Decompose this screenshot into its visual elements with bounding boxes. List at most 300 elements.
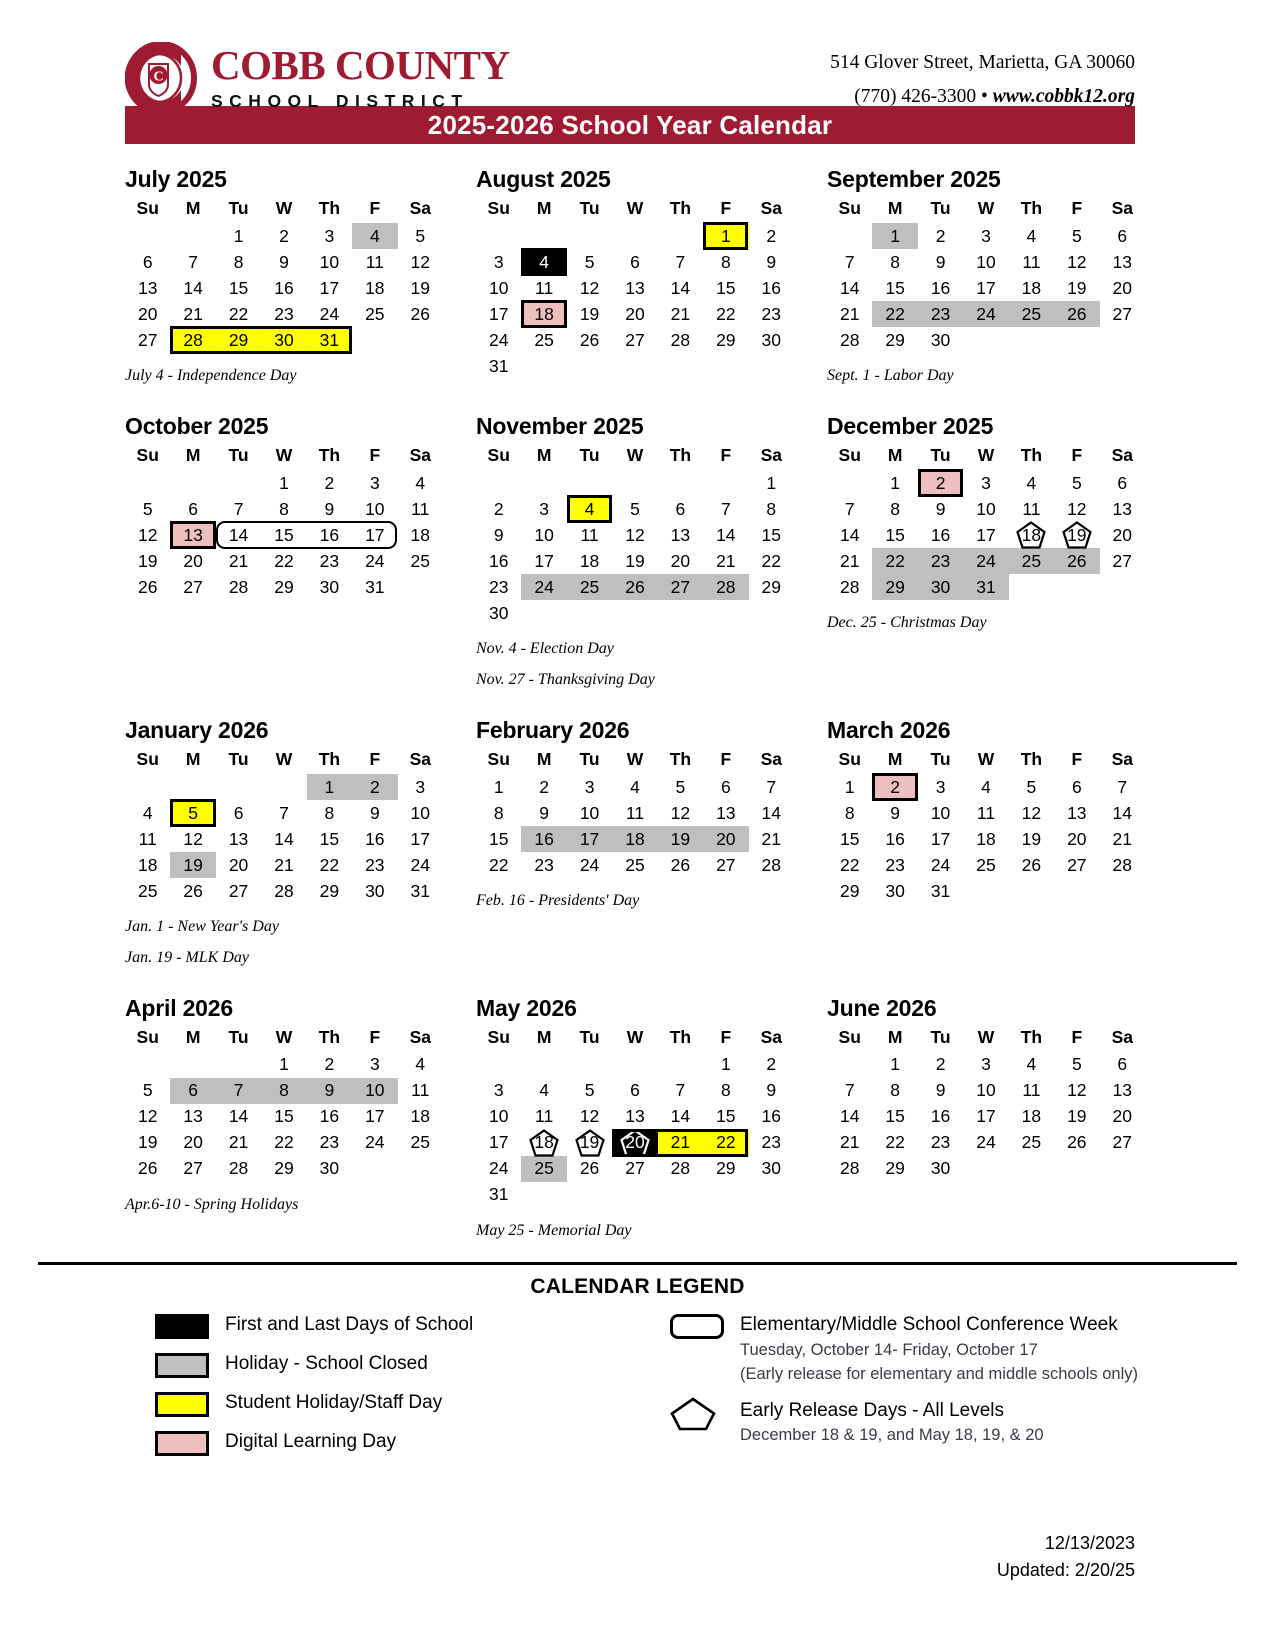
day-cell-empty [125, 470, 170, 496]
day-number: 10 [365, 498, 385, 519]
day-cell [398, 223, 443, 249]
day-cell-empty [703, 470, 748, 496]
weekday-header-tu: Tu [930, 1026, 951, 1047]
day-number: 28 [1112, 854, 1132, 875]
day-number: 12 [410, 251, 430, 272]
day-number: 18 [137, 854, 158, 875]
weekday-header-tu: Tu [228, 749, 249, 770]
month-notes [125, 912, 448, 973]
day-number: 5 [675, 776, 686, 797]
day-number: 7 [844, 498, 855, 519]
week-row [827, 774, 1145, 800]
day-cell [872, 522, 917, 548]
weekday-header-m: M [185, 198, 201, 218]
weekday-header-row [476, 197, 794, 223]
day-number: 10 [534, 524, 554, 545]
day-number: 21 [761, 828, 781, 849]
day-number: 5 [630, 498, 640, 519]
week-row [827, 301, 1145, 327]
day-number: 30 [761, 329, 781, 350]
week-row [125, 548, 443, 574]
month-title: May 2026 [476, 994, 577, 1021]
day-cell [216, 1078, 261, 1104]
day-cell [261, 852, 306, 878]
day-cell [963, 574, 1008, 600]
weekday-header-tu: Tu [228, 445, 249, 466]
weekday-header-su: Su [136, 445, 159, 466]
day-number: 28 [670, 1158, 691, 1179]
day-number: 27 [1112, 1132, 1132, 1153]
day-number: 15 [488, 828, 509, 849]
day-cell [125, 1130, 170, 1156]
day-number: 11 [1022, 251, 1041, 272]
weekday-header-tu: Tu [579, 1026, 600, 1047]
day-cell [352, 496, 397, 522]
day-cell [261, 496, 306, 522]
day-cell [1100, 275, 1145, 301]
day-cell [170, 522, 215, 548]
day-cell [307, 249, 352, 275]
day-number: 25 [410, 1132, 430, 1153]
weekday-header-th: Th [1020, 749, 1043, 770]
day-number: 3 [981, 225, 991, 246]
day-cell [170, 1078, 215, 1104]
day-cell [216, 548, 261, 574]
day-number: 26 [1021, 854, 1042, 875]
month-title: February 2026 [476, 717, 630, 744]
day-cell-empty [567, 223, 612, 249]
day-cell [1054, 852, 1099, 878]
day-number: 9 [324, 498, 335, 519]
day-number: 18 [579, 550, 600, 571]
day-number: 10 [488, 277, 509, 298]
day-number: 2 [766, 1054, 777, 1075]
day-number: 24 [410, 854, 430, 875]
day-number: 30 [319, 1158, 340, 1179]
day-cell [612, 852, 657, 878]
day-number: 15 [885, 277, 905, 298]
day-number: 20 [228, 854, 249, 875]
day-cell [307, 852, 352, 878]
weekday-header-tu: Tu [930, 198, 951, 218]
day-cell [476, 800, 521, 826]
month-notes [476, 634, 799, 695]
day-cell [612, 1130, 657, 1156]
day-cell [612, 548, 657, 574]
day-cell [216, 800, 261, 826]
day-number: 17 [365, 1106, 385, 1127]
weekday-header-m: M [536, 445, 552, 466]
day-number: 16 [930, 524, 951, 545]
day-number: 7 [844, 251, 855, 272]
month-block [125, 391, 448, 695]
day-cell [749, 1052, 794, 1078]
day-number: 19 [137, 550, 158, 571]
day-cell [749, 574, 794, 600]
day-cell [170, 574, 215, 600]
day-cell [1009, 301, 1054, 327]
day-cell-empty [521, 1182, 566, 1208]
day-cell [963, 223, 1008, 249]
day-number: 30 [885, 880, 905, 901]
month-title: March 2026 [827, 717, 951, 744]
day-number: 21 [228, 550, 249, 571]
weekday-header-th: Th [669, 1026, 692, 1047]
weekday-header-w: W [977, 749, 995, 770]
weekday-header-w: W [275, 1026, 293, 1047]
day-number: 5 [415, 225, 426, 246]
day-cell [216, 1156, 261, 1182]
website-link[interactable]: www.cobbk12.org [992, 86, 1135, 108]
day-number: 9 [766, 1080, 777, 1101]
weekday-header-w: W [977, 445, 995, 466]
day-cell [352, 1078, 397, 1104]
day-number: 16 [930, 1106, 951, 1127]
day-cell [658, 852, 703, 878]
day-number: 21 [183, 303, 203, 324]
day-cell [125, 548, 170, 574]
day-cell [749, 1078, 794, 1104]
day-number: 23 [534, 854, 554, 875]
weekday-header-f: F [1071, 1026, 1083, 1047]
weekday-header-f: F [369, 445, 381, 466]
day-number: 22 [319, 854, 340, 875]
month-note: Nov. 27 - Thanksgiving Day [476, 670, 655, 688]
day-cell-empty [1054, 1156, 1099, 1182]
day-number: 22 [885, 550, 905, 571]
week-row [827, 878, 1145, 904]
day-cell-empty [398, 574, 443, 600]
day-number: 1 [279, 1054, 289, 1075]
day-number: 24 [579, 854, 600, 875]
day-cell-empty [521, 1052, 566, 1078]
week-row [827, 223, 1145, 249]
month-notes [125, 361, 448, 391]
weekday-header-th: Th [669, 198, 692, 218]
day-number: 17 [976, 524, 996, 545]
day-cell [1100, 496, 1145, 522]
day-cell-empty [749, 1182, 794, 1208]
day-number: 17 [579, 828, 600, 849]
day-number: 9 [935, 498, 946, 519]
day-number: 15 [885, 524, 905, 545]
day-number: 4 [539, 1080, 549, 1101]
day-number: 14 [670, 1106, 691, 1127]
day-number: 5 [584, 251, 595, 272]
day-cell [352, 223, 397, 249]
month-block [827, 973, 1150, 1246]
week-row [125, 1052, 443, 1078]
day-number: 8 [233, 251, 244, 272]
day-number: 11 [1022, 498, 1041, 519]
day-number: 19 [410, 277, 430, 298]
day-cell [749, 249, 794, 275]
day-cell-empty [476, 223, 521, 249]
day-number: 23 [319, 1132, 340, 1153]
day-cell [1054, 1130, 1099, 1156]
day-number: 25 [137, 880, 158, 901]
weekday-header-m: M [887, 198, 903, 218]
day-number: 4 [1026, 1054, 1037, 1075]
weekday-header-su: Su [487, 749, 510, 770]
weekday-header-f: F [720, 445, 732, 466]
weekday-header-th: Th [318, 198, 341, 218]
day-number: 21 [1112, 828, 1132, 849]
day-number: 5 [584, 1080, 595, 1101]
day-cell [352, 522, 397, 548]
day-cell-empty [749, 600, 794, 626]
weekday-header-su: Su [838, 749, 861, 770]
day-cell [872, 548, 917, 574]
day-cell [749, 223, 794, 249]
week-row [827, 1052, 1145, 1078]
day-number: 14 [183, 277, 203, 298]
day-number: 20 [716, 828, 736, 849]
day-number: 2 [935, 1054, 946, 1075]
day-cell [612, 774, 657, 800]
day-cell [307, 223, 352, 249]
day-number: 23 [930, 550, 951, 571]
week-row [476, 1104, 794, 1130]
legend-label: Elementary/Middle School Conference Week [740, 1314, 1118, 1336]
day-number: 22 [885, 303, 905, 324]
day-cell [703, 223, 748, 249]
bullet-separator: • [981, 86, 988, 108]
day-number: 2 [890, 776, 900, 797]
day-cell [125, 852, 170, 878]
day-number: 26 [410, 303, 430, 324]
day-cell [1054, 470, 1099, 496]
day-number: 25 [410, 550, 430, 571]
month-table-wrapper [125, 444, 448, 600]
day-number: 9 [766, 251, 777, 272]
day-cell [125, 496, 170, 522]
week-row [827, 826, 1145, 852]
day-cell-empty [352, 327, 397, 353]
day-cell-empty [749, 353, 794, 379]
day-number: 29 [885, 1158, 905, 1179]
day-number: 4 [415, 472, 426, 493]
day-number: 29 [716, 329, 736, 350]
weekday-header-m: M [185, 445, 201, 466]
day-cell [398, 878, 443, 904]
day-number: 20 [183, 550, 203, 571]
day-cell [125, 800, 170, 826]
page-title: 2025-2026 School Year Calendar [427, 109, 833, 140]
month-block [125, 695, 448, 973]
day-number: 19 [1067, 1106, 1087, 1127]
weekday-header-row [476, 444, 794, 470]
week-row [125, 470, 443, 496]
day-cell-empty [1100, 1156, 1145, 1182]
day-number: 23 [930, 1132, 951, 1153]
day-cell-empty [1054, 327, 1099, 353]
day-cell [521, 852, 566, 878]
day-cell [1009, 1052, 1054, 1078]
day-cell [476, 301, 521, 327]
week-row [827, 470, 1145, 496]
day-number: 12 [579, 277, 600, 298]
day-cell-empty [521, 600, 566, 626]
day-number: 6 [233, 802, 244, 823]
day-number: 2 [324, 1054, 335, 1075]
day-cell [918, 275, 963, 301]
day-number: 29 [228, 329, 249, 350]
day-number: 20 [1112, 524, 1132, 545]
day-number: 24 [976, 1132, 996, 1153]
day-cell [703, 1130, 748, 1156]
day-cell [1100, 1078, 1145, 1104]
weekday-header-su: Su [487, 445, 510, 466]
day-cell-empty [1009, 574, 1054, 600]
day-cell [307, 800, 352, 826]
day-cell [1009, 800, 1054, 826]
legend-item [155, 1391, 645, 1417]
day-cell-empty [521, 223, 566, 249]
legend-heading: CALENDAR LEGEND [530, 1275, 745, 1299]
day-number: 10 [365, 1080, 385, 1101]
day-number: 27 [183, 1158, 203, 1179]
weekday-header-w: W [977, 198, 995, 218]
day-number: 25 [1021, 1132, 1042, 1153]
month-table [476, 197, 794, 379]
legend-swatch-gray [155, 1353, 209, 1378]
day-number: 8 [890, 1080, 900, 1101]
day-cell [567, 800, 612, 826]
day-cell [216, 878, 261, 904]
day-cell [261, 223, 306, 249]
day-cell [612, 275, 657, 301]
week-row [125, 522, 443, 548]
day-cell [567, 1130, 612, 1156]
day-number: 11 [976, 802, 996, 823]
legend-label: Early Release Days - All Levels [740, 1399, 1004, 1421]
day-number: 28 [839, 1158, 860, 1179]
day-number: 17 [534, 550, 554, 571]
weekday-header-m: M [185, 1026, 201, 1047]
day-cell [521, 301, 566, 327]
day-cell [963, 522, 1008, 548]
day-number: 10 [488, 1106, 509, 1127]
day-number: 23 [885, 854, 905, 875]
day-cell-empty [170, 774, 215, 800]
legend-swatch-pink [155, 1431, 209, 1456]
day-cell [398, 774, 443, 800]
day-number: 29 [839, 880, 860, 901]
day-cell [918, 496, 963, 522]
day-cell [963, 1078, 1008, 1104]
day-number: 3 [981, 1054, 991, 1075]
legend-item [670, 1399, 1150, 1447]
day-cell [398, 496, 443, 522]
day-cell [125, 826, 170, 852]
day-cell [125, 1078, 170, 1104]
day-number: 15 [716, 277, 736, 298]
day-number: 23 [274, 303, 294, 324]
day-cell [216, 826, 261, 852]
day-cell [261, 470, 306, 496]
month-table-wrapper [125, 1026, 448, 1182]
contact-block [830, 42, 1135, 114]
day-cell [261, 1156, 306, 1182]
day-number: 8 [493, 802, 504, 823]
day-number: 13 [670, 524, 691, 545]
day-number: 26 [1067, 303, 1087, 324]
day-cell [1100, 1130, 1145, 1156]
day-cell-empty [612, 1182, 657, 1208]
weekday-header-su: Su [487, 1026, 510, 1047]
day-number: 7 [844, 1080, 855, 1101]
month-block [125, 144, 448, 391]
day-number: 24 [488, 1158, 509, 1179]
day-cell [1100, 522, 1145, 548]
day-cell [216, 1130, 261, 1156]
month-table [476, 748, 794, 878]
day-cell [658, 800, 703, 826]
day-cell [1009, 1130, 1054, 1156]
day-number: 9 [493, 524, 504, 545]
day-cell [398, 800, 443, 826]
day-cell [827, 878, 872, 904]
day-number: 27 [183, 576, 203, 597]
day-number: 7 [720, 498, 731, 519]
day-cell [567, 574, 612, 600]
day-number: 27 [1112, 303, 1132, 324]
weekday-header-f: F [369, 1026, 381, 1047]
day-cell [1009, 548, 1054, 574]
day-cell [567, 548, 612, 574]
month-note: July 4 - Independence Day [125, 367, 297, 384]
day-number: 30 [365, 880, 385, 901]
day-number: 11 [1022, 1080, 1041, 1101]
day-number: 19 [1021, 828, 1042, 849]
legend-swatch-rounded-rect-outline [670, 1314, 724, 1339]
day-cell [612, 800, 657, 826]
day-number: 10 [976, 498, 996, 519]
day-number: 4 [630, 776, 640, 797]
day-cell [352, 1104, 397, 1130]
month-note: Feb. 16 - Presidents' Day [476, 892, 640, 910]
weekday-header-f: F [369, 198, 381, 218]
day-number: 31 [488, 355, 509, 376]
day-cell [918, 1052, 963, 1078]
day-cell [963, 1052, 1008, 1078]
day-cell [872, 1052, 917, 1078]
day-cell-empty [125, 1052, 170, 1078]
weekday-header-tu: Tu [930, 445, 951, 466]
weekday-header-w: W [275, 749, 293, 770]
day-cell [963, 275, 1008, 301]
weekday-header-sa: Sa [409, 198, 431, 218]
day-number: 20 [1067, 828, 1087, 849]
day-cell [749, 548, 794, 574]
legend-swatch-yellow [155, 1392, 209, 1417]
week-row [827, 275, 1145, 301]
day-cell [216, 522, 261, 548]
day-cell-empty [703, 1182, 748, 1208]
day-number: 30 [761, 1158, 781, 1179]
day-number: 1 [233, 225, 244, 246]
day-number: 12 [670, 802, 691, 823]
weekday-header-th: Th [1020, 1026, 1043, 1047]
day-number: 16 [930, 277, 951, 298]
day-cell-empty [612, 223, 657, 249]
day-cell [476, 548, 521, 574]
month-title: November 2025 [476, 413, 644, 440]
day-number: 12 [1021, 802, 1042, 823]
day-cell [521, 1104, 566, 1130]
day-number: 4 [1026, 472, 1037, 493]
